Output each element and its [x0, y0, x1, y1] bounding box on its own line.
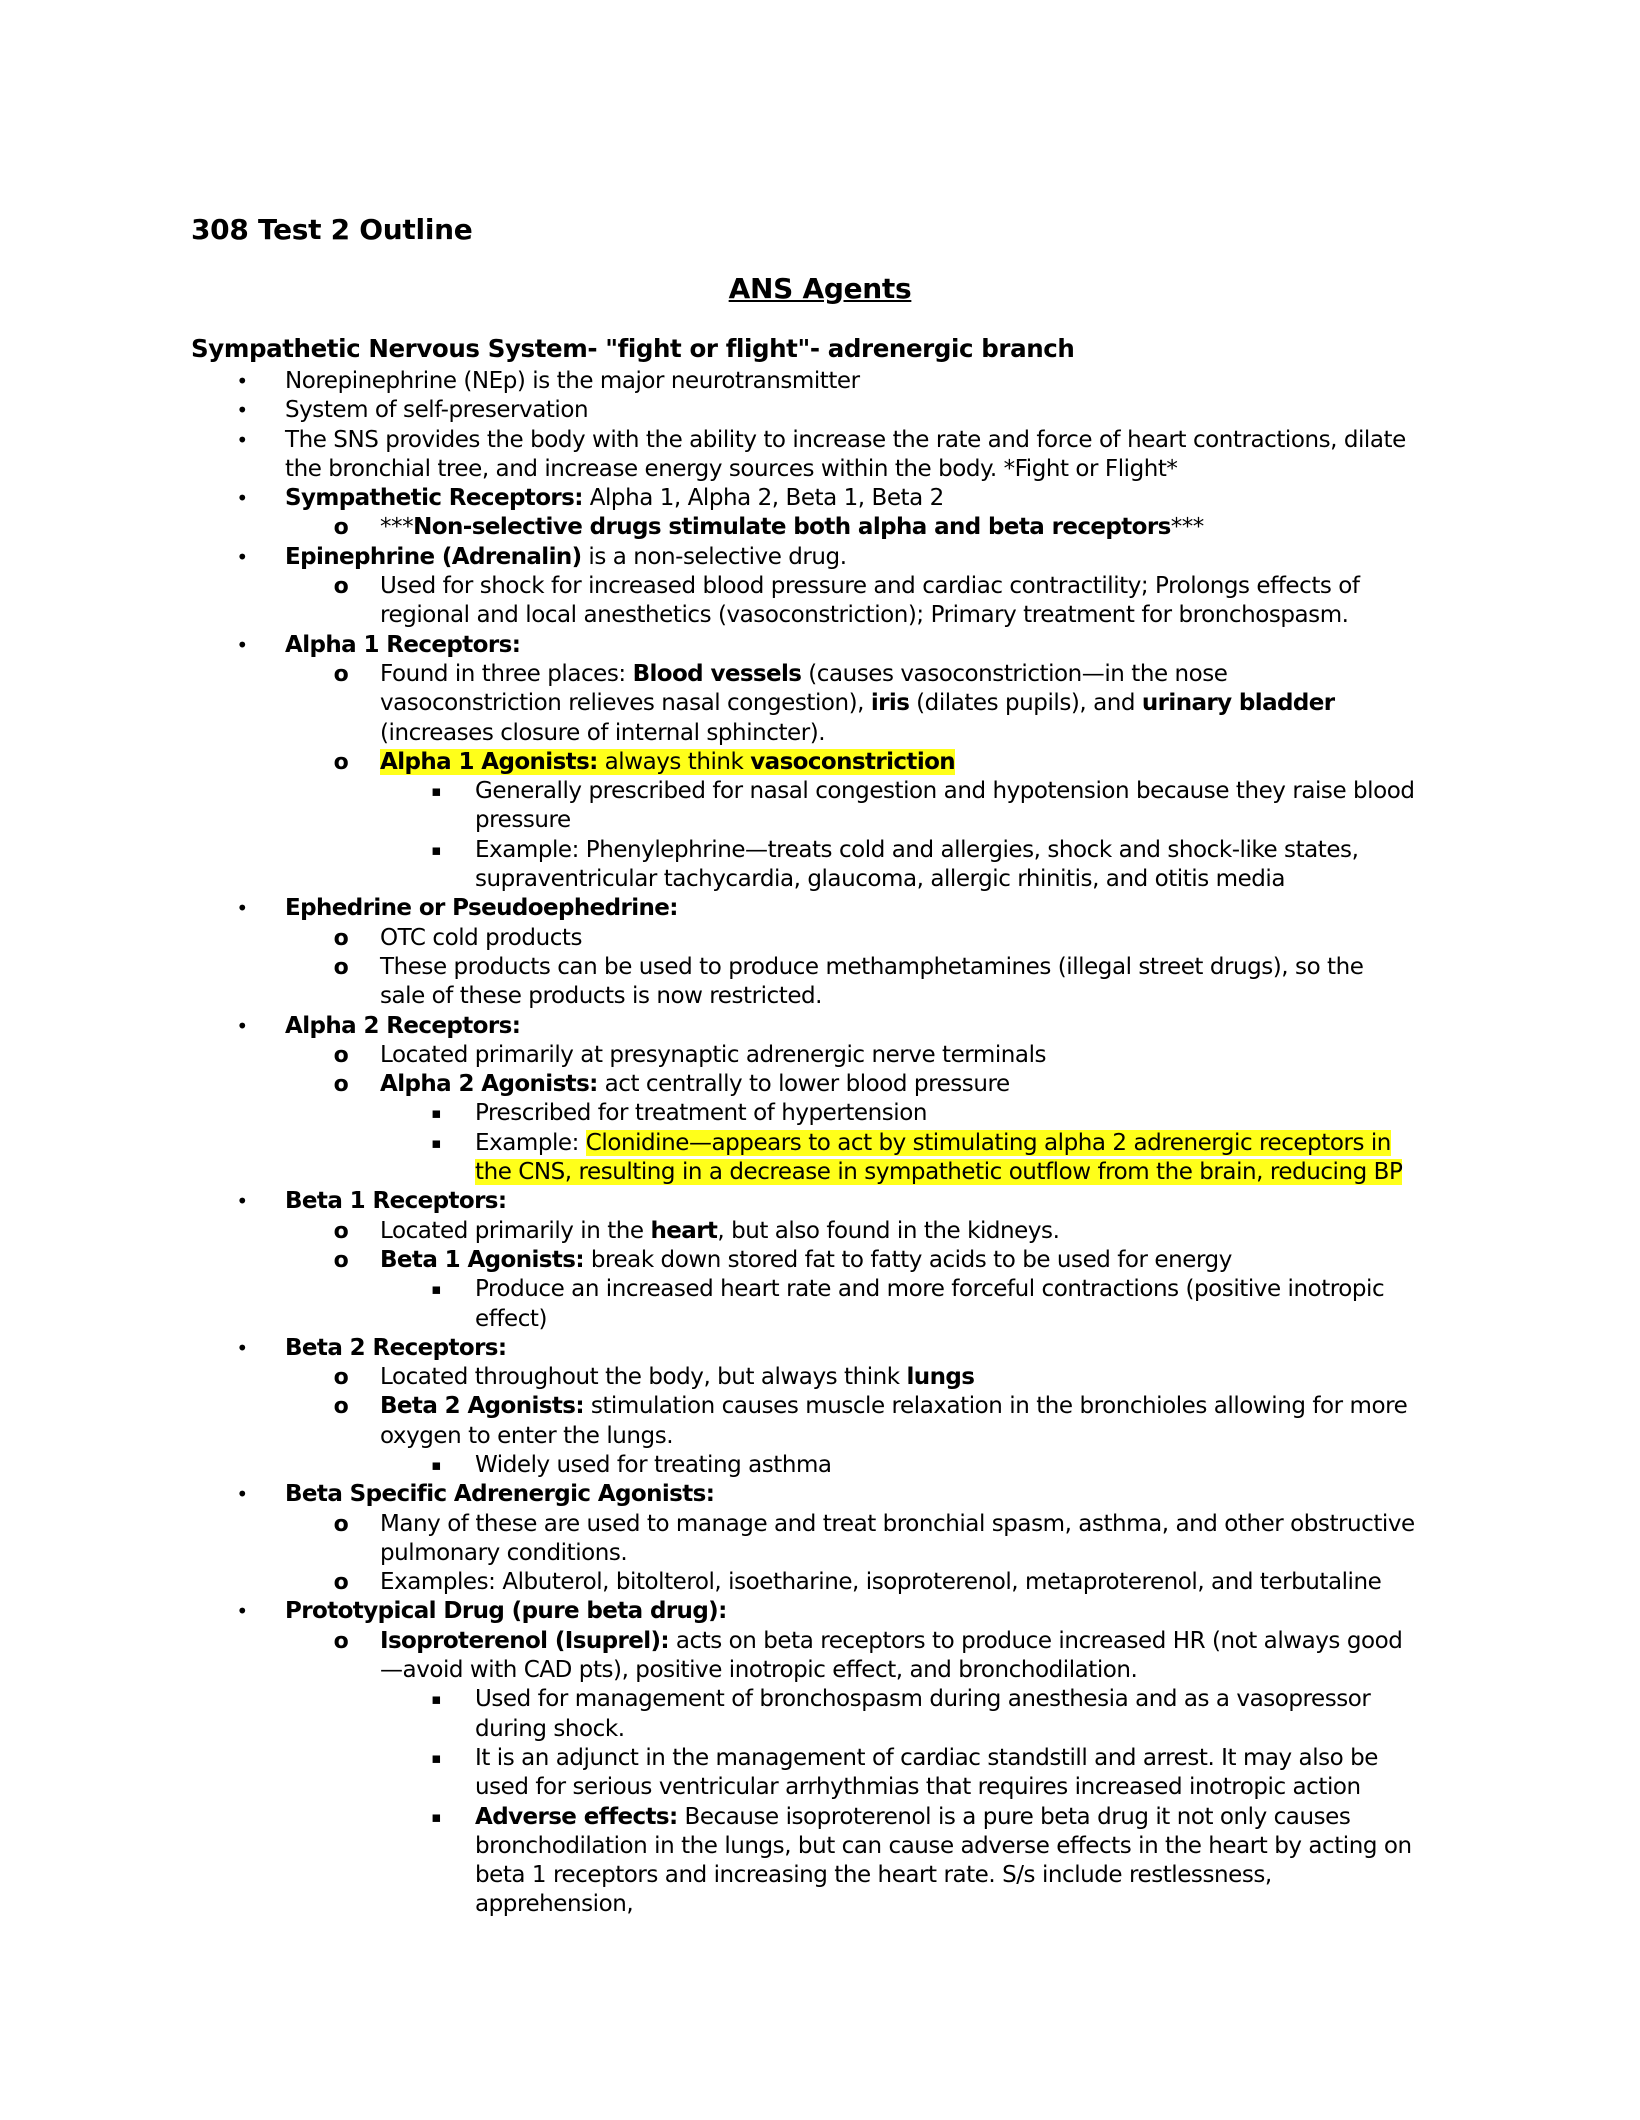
outline-item-level-2: [0, 1217, 1415, 1246]
outline-item-level-3: [0, 836, 1415, 895]
outline-item-text: [285, 1335, 507, 1361]
bullet-icon: •: [236, 896, 248, 921]
outline-item-text: [380, 1628, 1402, 1683]
bold-text: Beta 2 Receptors:: [285, 1334, 507, 1361]
outline-item-text: [380, 573, 1360, 628]
bold-text: Prototypical Drug (pure beta drug):: [285, 1598, 727, 1625]
square-bullet-icon: ▪: [431, 1690, 441, 1709]
outline-item-text: [380, 1247, 1232, 1273]
outline-item-level-3: [0, 1744, 1415, 1803]
outline-item-level-3: [0, 1451, 1415, 1480]
outline-item-text: [285, 895, 678, 921]
bold-text: heart: [650, 1217, 718, 1244]
outline-item-level-2: [0, 1392, 1415, 1451]
square-bullet-icon: ▪: [431, 1104, 441, 1123]
outline-item-text: [475, 1130, 1402, 1185]
circle-bullet-icon: o: [333, 1628, 349, 1654]
bullet-icon: •: [236, 1335, 248, 1360]
outline-item-level-3: [0, 777, 1415, 836]
text-segment: Widely used for treating asthma: [475, 1451, 832, 1478]
circle-bullet-icon: o: [333, 1042, 349, 1068]
outline-item-level-3: [0, 1275, 1415, 1334]
bold-text: Beta 1 Agonists:: [380, 1246, 584, 1273]
text-segment: Used for shock for increased blood pressure and cardiac contractility; Prolongs effects of regional and local anesthetics (vasoconstriction); Primary treatment for bronchospasm.: [380, 573, 1360, 629]
highlighted-text: Clonidine—appears to act by stimulating alpha 2 adrenergic receptors in the CNS, resulting in a decrease in sympathetic outflow from the brain, reducing BP: [475, 1129, 1403, 1186]
bold-text: lungs: [906, 1364, 975, 1391]
outline-item-text: [380, 1218, 1059, 1244]
text-segment: ***: [380, 514, 414, 541]
outline-item-text: [475, 1276, 1384, 1331]
circle-bullet-icon: o: [333, 1570, 349, 1596]
circle-bullet-icon: o: [333, 574, 349, 600]
outline-item-text: [475, 837, 1358, 892]
outline-item-level-2: [0, 513, 1415, 542]
outline-item-text: [475, 1745, 1378, 1800]
text-segment: stimulation causes muscle relaxation in the bronchioles allowing for more oxygen to enter the lungs.: [380, 1393, 1408, 1449]
document-title: 308 Test 2 Outline: [191, 213, 473, 246]
text-segment: The SNS provides the body with the ability to increase the rate and force of heart contractions, dilate the bronchial tree, and increase energy sources within the body. *Fight or Flight*: [285, 426, 1406, 482]
outline-item-level-1: [0, 1012, 1415, 1041]
outline-list: [0, 367, 1640, 1920]
bold-text: Alpha 1 Receptors:: [285, 631, 521, 658]
bullet-icon: •: [236, 1189, 248, 1214]
text-segment: (causes vasoconstriction—in the nose vasoconstriction relieves nasal congestion),: [380, 660, 1228, 717]
bullet-icon: •: [236, 427, 248, 452]
outline-item-text: [380, 1042, 1046, 1068]
outline-item-text: [380, 1511, 1415, 1566]
outline-item-text: [475, 1452, 832, 1478]
square-bullet-icon: ▪: [431, 1748, 441, 1767]
outline-item-level-2: [0, 1510, 1415, 1569]
outline-item-text: [380, 1569, 1381, 1595]
outline-item-text: [475, 778, 1415, 833]
text-segment: Located primarily at presynaptic adrenergic nerve terminals: [380, 1041, 1047, 1068]
highlighted-text: Alpha 1 Agonists:: [380, 748, 598, 775]
outline-item-text: [475, 1686, 1370, 1741]
highlighted-text: vasoconstriction: [750, 748, 956, 775]
outline-item-text: [285, 485, 944, 511]
outline-item-text: [285, 1481, 714, 1507]
square-bullet-icon: ▪: [431, 1455, 441, 1474]
text-segment: Located throughout the body, but always think: [380, 1364, 907, 1391]
square-bullet-icon: ▪: [431, 840, 441, 859]
bold-text: Alpha 2 Receptors:: [285, 1012, 521, 1039]
square-bullet-icon: ▪: [431, 1280, 441, 1299]
outline-item-level-2: [0, 1627, 1415, 1686]
text-segment: , but also found in the kidneys.: [717, 1217, 1060, 1244]
circle-bullet-icon: o: [333, 749, 349, 775]
bold-text: Beta 2 Agonists:: [380, 1393, 584, 1420]
text-segment: Prescribed for treatment of hypertension: [475, 1100, 927, 1127]
outline-item-text: [475, 1804, 1412, 1918]
circle-bullet-icon: o: [333, 1072, 349, 1098]
circle-bullet-icon: o: [333, 1511, 349, 1537]
outline-item-text: [380, 514, 1204, 540]
text-segment: Generally prescribed for nasal congestion and hypotension because they raise blood pressure: [475, 778, 1415, 834]
outline-item-level-2: [0, 1246, 1415, 1275]
outline-item-level-2: [0, 1568, 1415, 1597]
bold-text: iris: [870, 690, 910, 717]
text-segment: Alpha 1, Alpha 2, Beta 1, Beta 2: [582, 485, 944, 512]
circle-bullet-icon: o: [333, 515, 349, 541]
circle-bullet-icon: o: [333, 954, 349, 980]
square-bullet-icon: ▪: [431, 1807, 441, 1826]
text-segment: Many of these are used to manage and treat bronchial spasm, asthma, and other obstructive pulmonary conditions.: [380, 1510, 1415, 1566]
text-segment: Example: Phenylephrine—treats cold and allergies, shock and shock-like states, supraventricular tachycardia, glaucoma, allergic rhinitis, and otitis media: [475, 836, 1359, 893]
bold-text: Ephedrine or Pseudoephedrine:: [285, 895, 678, 922]
bold-text: Isoproterenol (Isuprel):: [380, 1627, 669, 1654]
outline-item-text: [285, 397, 588, 423]
bullet-icon: •: [236, 632, 248, 657]
outline-item-text: [380, 1393, 1407, 1448]
text-segment: ***: [1170, 514, 1204, 541]
outline-item-level-2: [0, 1070, 1415, 1099]
outline-item-level-1: [0, 484, 1415, 513]
bullet-icon: •: [236, 369, 248, 393]
outline-item-text: [380, 954, 1363, 1009]
outline-item-text: [285, 1598, 727, 1624]
text-segment: Because isoproterenol is a pure beta drug it not only causes bronchodilation in the lungs, but can cause adverse effects in the heart by acting on beta 1 receptors and increasing the heart rate. S/s include restlessness, apprehension,: [475, 1803, 1412, 1918]
bullet-icon: •: [236, 1482, 248, 1507]
outline-item-level-1: [0, 1334, 1415, 1363]
bullet-icon: •: [236, 486, 248, 511]
outline-item-level-1: [0, 543, 1415, 572]
outline-item-text: [285, 1013, 520, 1039]
text-segment: is a non-selective drug.: [581, 543, 847, 570]
section-heading: Sympathetic Nervous System- "fight or flight"- adrenergic branch: [191, 334, 1075, 363]
text-segment: Produce an increased heart rate and more forceful contractions (positive inotropic effect): [475, 1276, 1385, 1332]
outline-item-level-2: [0, 1363, 1415, 1392]
outline-item-level-1: [0, 1480, 1415, 1509]
text-segment: act centrally to lower blood pressure: [597, 1071, 1010, 1098]
bold-text: Adverse effects:: [475, 1803, 678, 1830]
outline-item-level-3: [0, 1803, 1415, 1920]
bold-text: Non-selective drugs stimulate both alpha and beta receptors: [413, 514, 1171, 541]
page-heading: ANS Agents: [728, 272, 912, 305]
text-segment: Example:: [475, 1129, 586, 1156]
text-segment: These products can be used to produce methamphetamines (illegal street drugs), so the sale of these products is now restricted.: [380, 953, 1364, 1010]
text-segment: Used for management of bronchospasm during anesthesia and as a vasopressor during shock.: [475, 1686, 1371, 1742]
square-bullet-icon: ▪: [431, 782, 441, 801]
outline-item-level-2: [0, 924, 1415, 953]
bold-text: Beta 1 Receptors:: [285, 1188, 507, 1215]
outline-item-text: [285, 544, 847, 570]
text-segment: (dilates pupils), and: [909, 690, 1142, 717]
circle-bullet-icon: o: [333, 1394, 349, 1420]
text-segment: System of self-preservation: [285, 397, 589, 424]
bold-text: Blood vessels: [632, 660, 802, 687]
bold-text: Beta Specific Adrenergic Agonists:: [285, 1481, 715, 1508]
bullet-icon: •: [236, 1013, 248, 1038]
text-segment: break down stored fat to fatty acids to be used for energy: [583, 1246, 1232, 1273]
text-segment: It is an adjunct in the management of cardiac standstill and arrest. It may also be used for serious ventricular arrhythmias that requires increased inotropic action: [475, 1744, 1379, 1801]
text-segment: Located primarily in the: [380, 1217, 651, 1244]
outline-item-level-2: [0, 748, 1415, 777]
outline-item-level-1: [0, 396, 1415, 425]
outline-item-text: [285, 1188, 507, 1214]
circle-bullet-icon: o: [333, 1218, 349, 1244]
highlighted-text: always think: [597, 748, 751, 775]
text-segment: Norepinephrine (NEp) is the major neurotransmitter: [285, 368, 860, 394]
bold-text: urinary bladder: [1141, 690, 1335, 717]
outline-item-level-2: [0, 953, 1415, 1012]
outline-item-text: [380, 1071, 1010, 1097]
outline-item-level-1: [0, 426, 1415, 485]
outline-item-level-1: [0, 367, 1415, 396]
outline-item-text: [285, 368, 860, 394]
bullet-icon: •: [236, 398, 248, 423]
outline-item-level-3: [0, 1129, 1415, 1188]
outline-item-text: [380, 1364, 974, 1390]
bold-text: Sympathetic Receptors:: [285, 485, 583, 512]
circle-bullet-icon: o: [333, 1365, 349, 1391]
outline-item-level-1: [0, 1187, 1415, 1216]
square-bullet-icon: ▪: [431, 1133, 441, 1152]
outline-item-text: [285, 427, 1406, 482]
text-segment: (increases closure of internal sphincter).: [380, 719, 826, 746]
text-segment: acts on beta receptors to produce increased HR (not always good—avoid with CAD pts), positive inotropic effect, and bronchodilation.: [380, 1627, 1403, 1684]
outline-item-level-2: [0, 1041, 1415, 1070]
outline-item-level-1: [0, 1597, 1415, 1626]
bold-text: Alpha 2 Agonists:: [380, 1071, 598, 1098]
outline-item-level-2: [0, 572, 1415, 631]
outline-item-level-1: [0, 631, 1415, 660]
outline-item-level-2: [0, 660, 1415, 748]
circle-bullet-icon: o: [333, 661, 349, 687]
text-segment: Found in three places:: [380, 660, 633, 687]
outline-item-level-3: [0, 1685, 1415, 1744]
outline-item-level-3: [0, 1099, 1415, 1128]
outline-item-text: [380, 925, 582, 951]
outline-item-text: [380, 749, 955, 775]
outline-item-text: [475, 1100, 927, 1126]
outline-item-level-1: [0, 894, 1415, 923]
text-segment: OTC cold products: [380, 924, 582, 951]
outline-item-text: [380, 661, 1334, 746]
circle-bullet-icon: o: [333, 925, 349, 951]
bullet-icon: •: [236, 544, 248, 569]
bold-text: Epinephrine (Adrenalin): [285, 543, 582, 570]
circle-bullet-icon: o: [333, 1247, 349, 1273]
bullet-icon: •: [236, 1599, 248, 1624]
outline-item-text: [285, 632, 520, 658]
text-segment: Examples: Albuterol, bitolterol, isoetharine, isoproterenol, metaproterenol, and terbutaline: [380, 1569, 1382, 1596]
